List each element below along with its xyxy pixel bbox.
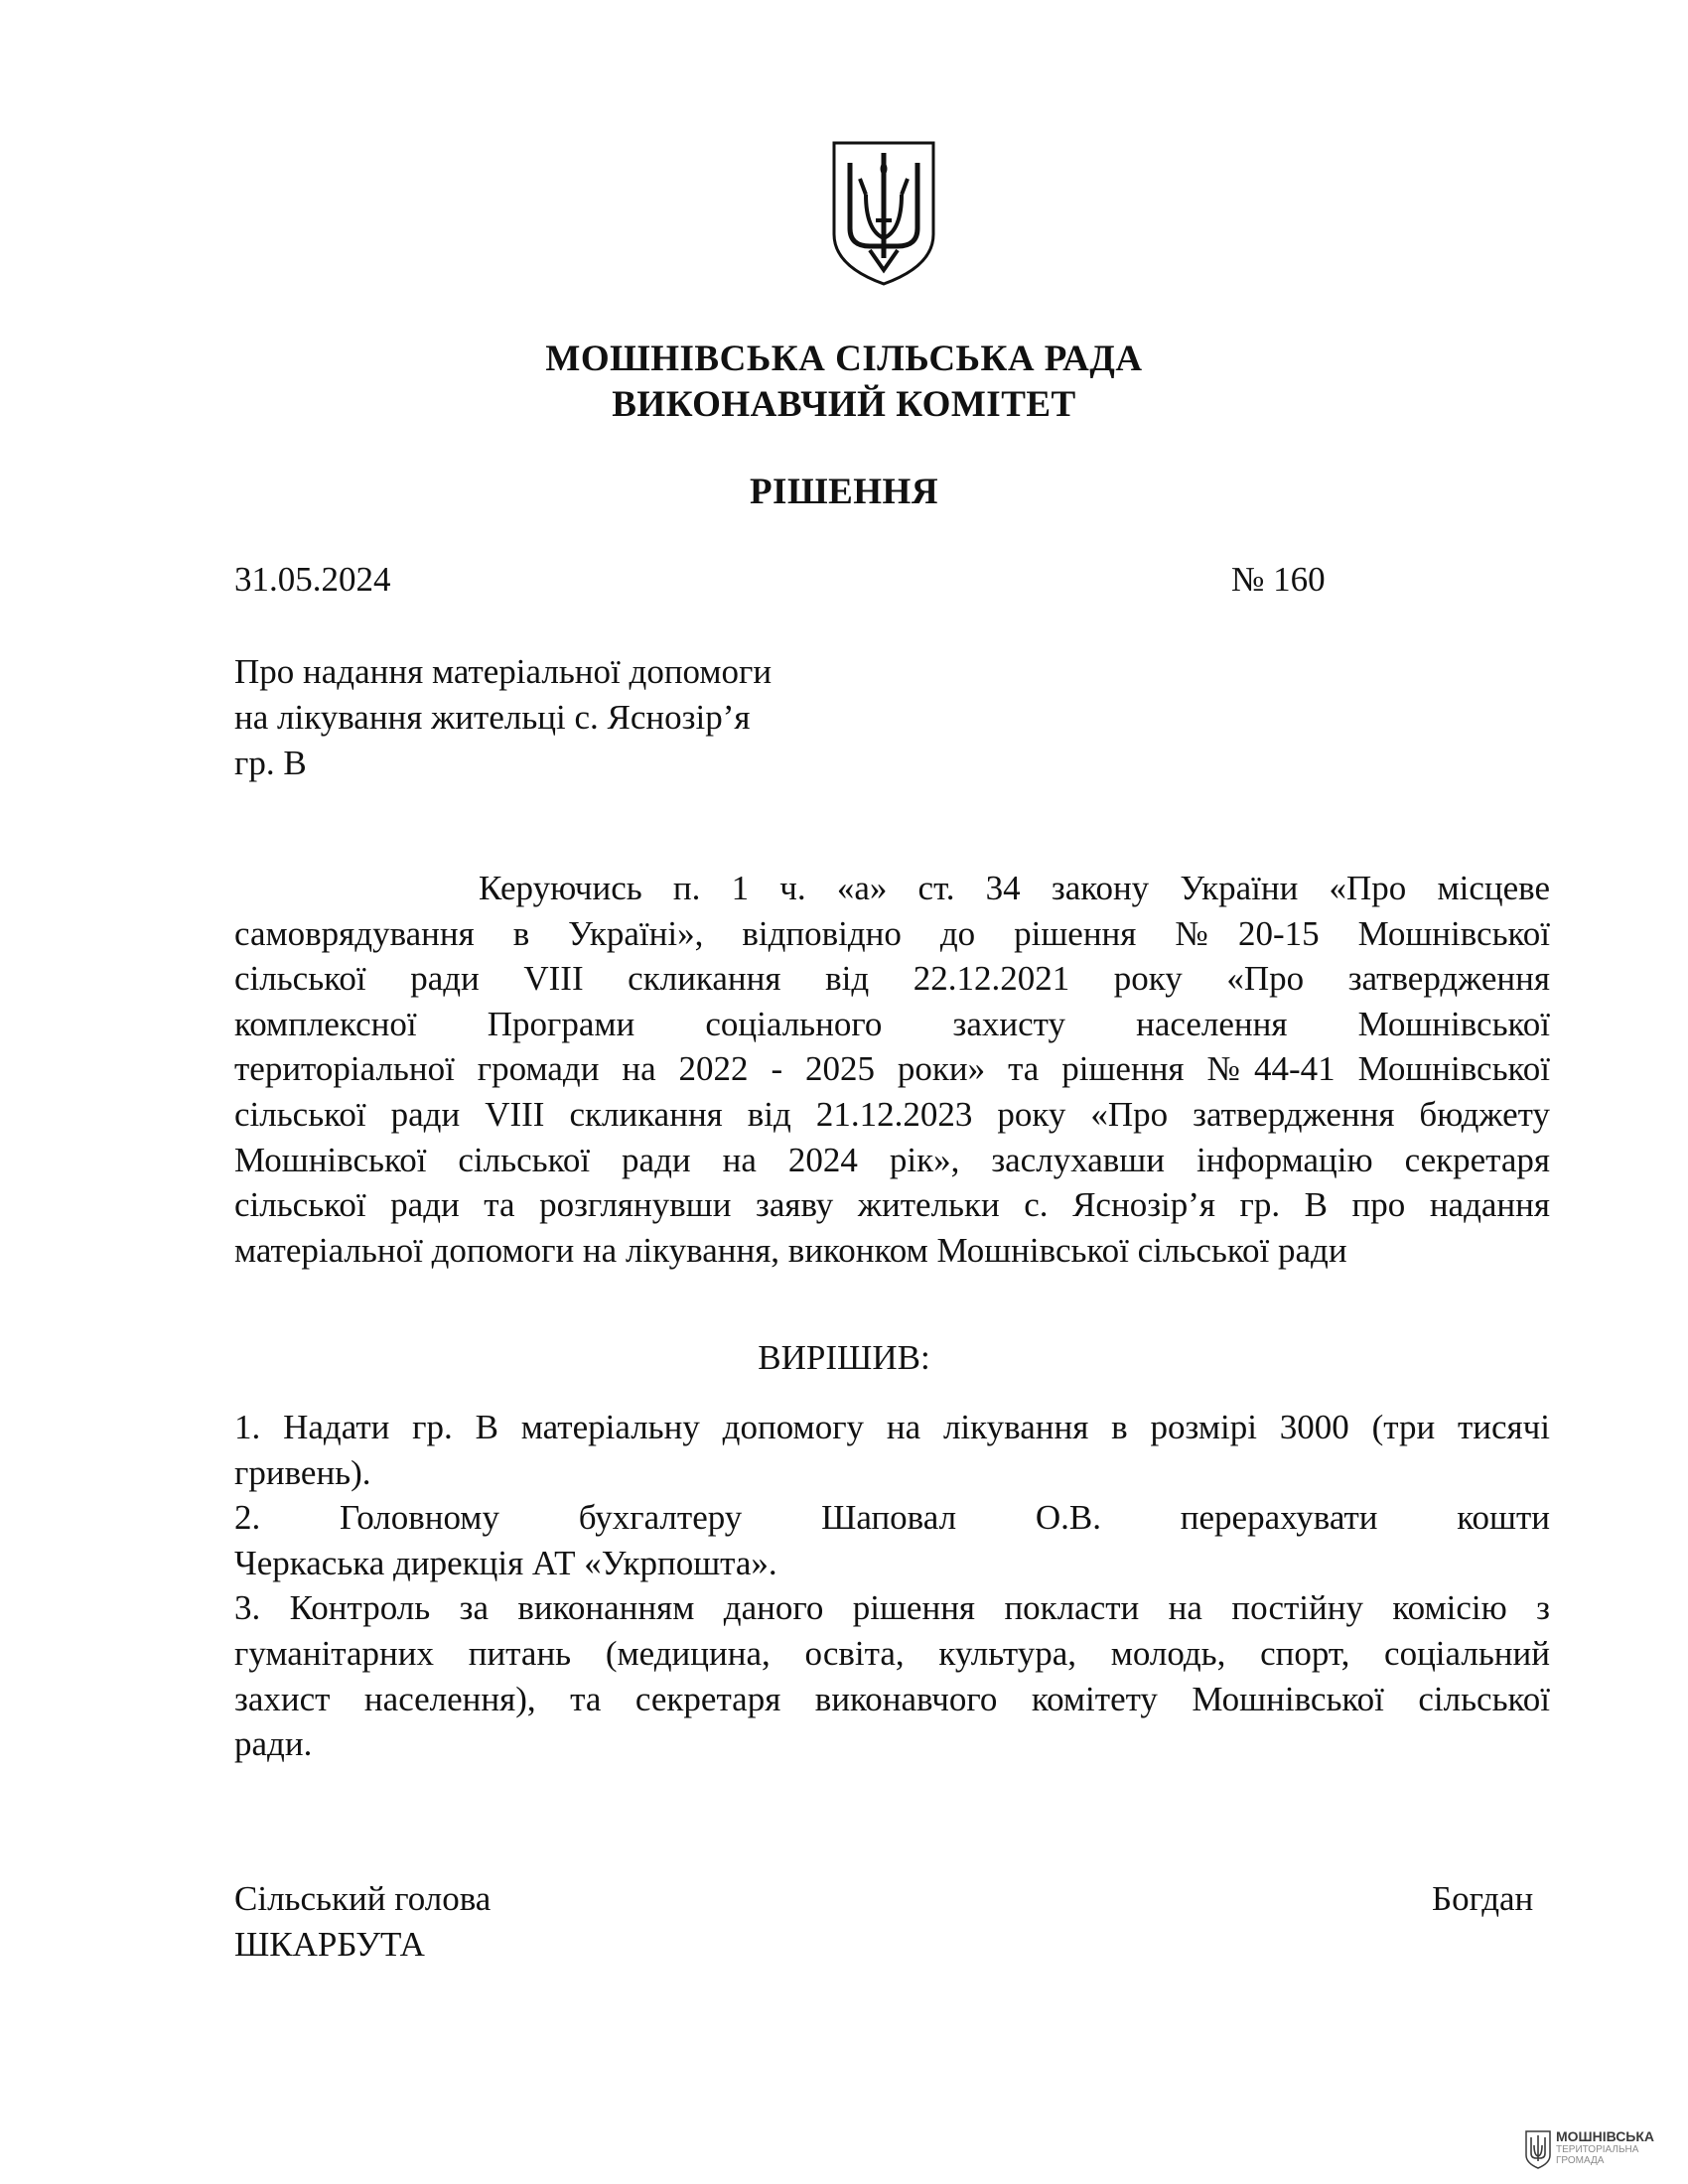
logo-subtitle-2: ГРОМАДА	[1556, 2155, 1605, 2166]
preamble-line: Керуючись п. 1 ч. «а» ст. 34 закону України «Про місцеве	[479, 869, 1550, 907]
trident-logo-icon	[1524, 2129, 1552, 2169]
trident-coat-of-arms-icon	[830, 139, 937, 288]
item-line: 2. Головному бухгалтеру Шаповал О.В. перерахувати кошти	[234, 1498, 1550, 1538]
committee-name: ВИКОНАВЧИЙ КОМІТЕТ	[612, 384, 1076, 425]
signature-last-name: ШКАРБУТА	[234, 1925, 425, 1964]
item-line: Черкаська дирекція АТ «Укрпошта».	[234, 1543, 777, 1582]
preamble-line: сільської ради VIII скликання від 21.12.2023 року «Про затвердження бюджету	[234, 1094, 1550, 1134]
council-name: МОШНІВСЬКА СІЛЬСЬКА РАДА	[545, 339, 1143, 379]
item-line: гуманітарних питань (медицина, освіта, культура, молодь, спорт, соціальний	[234, 1633, 1550, 1673]
subject-line: Про надання матеріальної допомоги	[234, 652, 773, 691]
subject-line: гр. В	[234, 744, 307, 782]
item-line: гривень).	[234, 1452, 371, 1492]
preamble-line: сільської ради та розглянувши заяву жительки с. Яснозір’я гр. В про надання	[234, 1185, 1550, 1225]
signature-position: Сільський голова	[234, 1879, 492, 1918]
preamble-line: територіальної громади на 2022 - 2025 роки» та рішення №44-41 Мошнівської	[234, 1049, 1550, 1089]
document-date: 31.05.2024	[234, 560, 391, 599]
resolved-heading: ВИРІШИВ:	[758, 1338, 930, 1377]
document-number: № 160	[1231, 560, 1326, 599]
signature-first-name: Богдан	[1432, 1879, 1534, 1918]
document-type: РІШЕННЯ	[749, 472, 939, 512]
preamble-line: сільської ради VIII скликання від 22.12.2021 року «Про затвердження	[234, 959, 1550, 999]
preamble-line: матеріальної допомоги на лікування, виконком Мошнівської сільської ради	[234, 1230, 1347, 1270]
resolution-items	[234, 1405, 1550, 1767]
community-logo	[1524, 2127, 1673, 2173]
preamble	[234, 866, 1550, 1273]
item-line: ради.	[234, 1724, 313, 1764]
subject-line: на лікування жительці с. Яснозір’я	[234, 698, 751, 737]
preamble-line: Мошнівської сільської ради на 2024 рік», заслухавши інформацію секретаря	[234, 1140, 1550, 1179]
document-subject	[234, 649, 772, 786]
preamble-line: самоврядування в Україні», відповідно до рішення №20-15 Мошнівської	[234, 913, 1550, 953]
preamble-line: комплексної Програми соціального захисту населення Мошнівської	[234, 1004, 1550, 1043]
item-line: 3. Контроль за виконанням даного рішення покласти на постійну комісію з	[234, 1588, 1550, 1628]
logo-title: МОШНІВСЬКА	[1556, 2128, 1655, 2144]
item-line: 1. Надати гр. В матеріальну допомогу на лікування в розмірі 3000 (три тисячі	[234, 1408, 1550, 1446]
item-line: захист населення), та секретаря виконавчого комітету Мошнівської сільської	[234, 1679, 1550, 1718]
logo-subtitle-1: ТЕРИТОРІАЛЬНА	[1556, 2144, 1639, 2155]
